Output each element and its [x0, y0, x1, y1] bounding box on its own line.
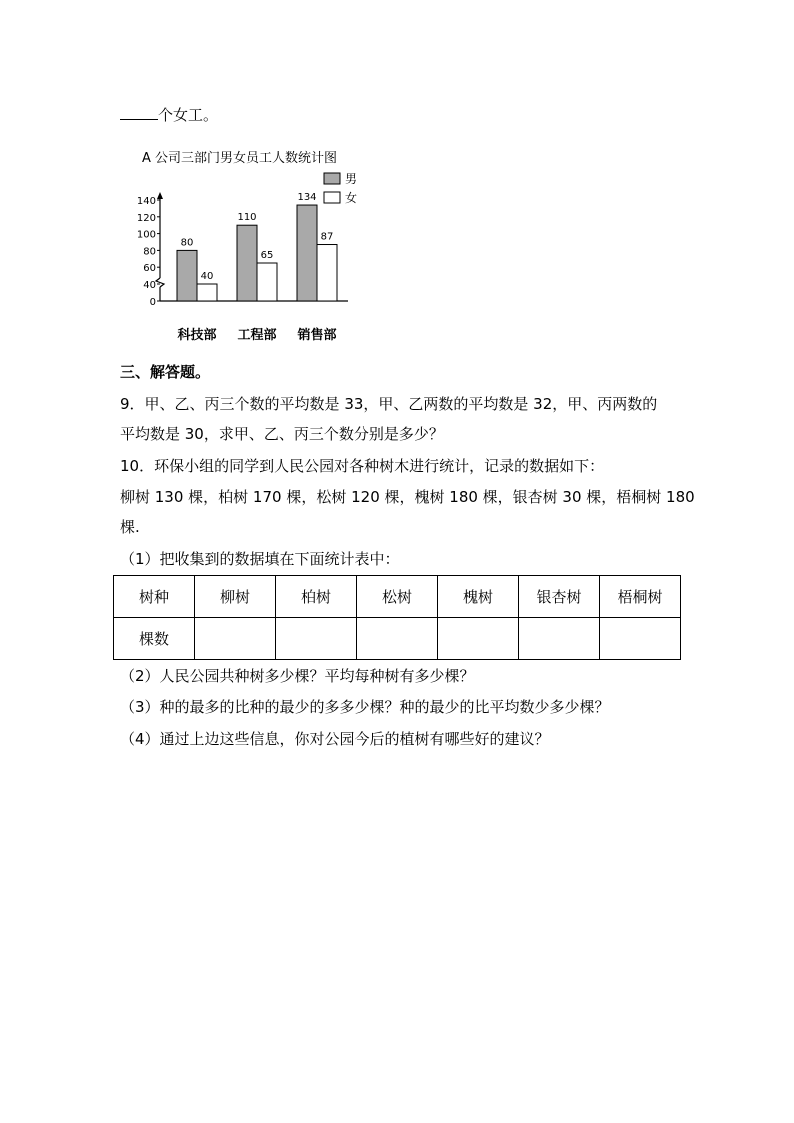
q9-line1: 9．甲、乙、丙三个数的平均数是 33，甲、乙两数的平均数是 32，甲、丙两数的 [120, 395, 658, 413]
bar-male [237, 225, 257, 301]
bar-value-label: 65 [260, 250, 274, 261]
table-input-cell[interactable] [519, 618, 600, 660]
table-cell: 树种 [114, 576, 195, 618]
bar-value-label: 87 [320, 231, 334, 243]
y-tick-label: 100 [136, 229, 156, 241]
y-tick-label: 60 [143, 263, 156, 275]
tree-count-table [113, 575, 681, 660]
table-cell: 松树 [357, 576, 438, 618]
table-input-cell[interactable] [600, 618, 681, 660]
bar-chart [136, 146, 376, 346]
legend-label-male: 男 [345, 172, 358, 186]
legend-swatch-female [324, 192, 340, 203]
bar-value-label: 134 [297, 192, 317, 204]
table-input-cell[interactable] [195, 618, 276, 660]
table-cell: 柏树 [276, 576, 357, 618]
table-cell: 槐树 [438, 576, 519, 618]
q9-line2: 平均数是 30，求甲、乙、丙三个数分别是多少？ [120, 425, 444, 443]
bar-male [297, 205, 317, 301]
answer-line-female-workers [120, 104, 218, 125]
table-input-cell[interactable] [357, 618, 438, 660]
q10-line3: 棵. [120, 518, 140, 536]
x-category-label: 销售部 [297, 328, 337, 343]
y-tick-label: 80 [143, 246, 156, 258]
y-tick-label: 40 [143, 280, 156, 291]
axis-break-mark [156, 278, 164, 287]
y-tick-label: 140 [136, 196, 156, 207]
q10-line2: 柳树 130 棵，柏树 170 棵，松树 120 棵，槐树 180 棵，银杏树 30 棵，梧桐树 180 [120, 488, 695, 506]
q10-sub2: （2）人民公园共种树多少棵？平均每种树有多少棵？ [120, 667, 475, 685]
table-cell: 银杏树 [519, 576, 600, 618]
bar-female [317, 245, 337, 301]
x-category-label: 工程部 [237, 328, 277, 343]
table-input-cell[interactable] [438, 618, 519, 660]
answer-blank[interactable] [120, 104, 158, 120]
bar-male [177, 250, 197, 301]
y-axis-arrow [157, 192, 163, 199]
bar-value-label: 110 [237, 212, 257, 224]
bar-value-label: 40 [200, 271, 214, 282]
section-heading: 三、解答题。 [120, 363, 211, 381]
legend-label-female: 女 [345, 191, 358, 205]
table-cell: 棵数 [114, 618, 195, 660]
q10-sub4: （4）通过上边这些信息，你对公园今后的植树有哪些好的建议？ [120, 730, 550, 748]
table-cell: 梧桐树 [600, 576, 681, 618]
q10-sub3: （3）种的最多的比种的最少的多多少棵？种的最少的比平均数少多少棵？ [120, 698, 610, 716]
table-row [114, 576, 681, 618]
answer-line-text: 个女工。 [158, 106, 219, 124]
bar-female [257, 263, 277, 301]
q10-sub1: （1）把收集到的数据填在下面统计表中： [120, 550, 400, 568]
table-input-cell[interactable] [276, 618, 357, 660]
chart-title: A 公司三部门男女员工人数统计图 [142, 151, 338, 166]
legend-swatch-male [324, 173, 340, 184]
table-cell: 柳树 [195, 576, 276, 618]
x-category-label: 科技部 [177, 328, 217, 343]
bar-value-label: 80 [180, 237, 194, 249]
table-row [114, 618, 681, 660]
q10-line1: 10．环保小组的同学到人民公园对各种树木进行统计，记录的数据如下： [120, 457, 605, 475]
bar-female [197, 284, 217, 301]
y-tick-label: 120 [136, 212, 156, 224]
y-tick-label: 0 [149, 297, 156, 308]
